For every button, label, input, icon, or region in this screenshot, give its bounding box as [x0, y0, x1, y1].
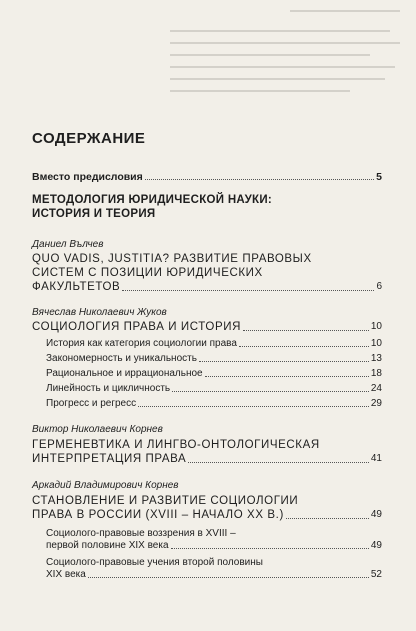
toc-heading: СОДЕРЖАНИЕ: [32, 130, 146, 147]
leader-dots: [243, 330, 369, 331]
subentry-title: История как категория социологии права: [46, 338, 237, 349]
toc-entry-preface[interactable]: [32, 171, 382, 183]
subentry-page: 18: [370, 368, 382, 379]
subentry-title-line: первой половине XIX века: [46, 540, 169, 551]
leader-dots: [171, 548, 369, 549]
entry-title-line: ИНТЕРПРЕТАЦИЯ ПРАВА: [32, 453, 187, 465]
leader-dots: [205, 376, 369, 377]
leader-dots: [239, 346, 369, 347]
entry-title-line: ГЕРМЕНЕВТИКА И ЛИНГВО-ОНТОЛОГИЧЕСКАЯ: [32, 439, 320, 451]
entry-title-line: QUO VADIS, JUSTITIA? РАЗВИТИЕ ПРАВОВЫХ: [32, 253, 312, 265]
subentry-page: 13: [370, 353, 382, 364]
subentry-page: 24: [370, 383, 382, 394]
subentry-title-line: Социолого-правовые учения второй половины: [46, 557, 263, 568]
leader-dots: [88, 577, 369, 578]
entry-title-line: СОЦИОЛОГИЯ ПРАВА И ИСТОРИЯ: [32, 321, 242, 333]
leader-dots: [122, 290, 374, 291]
toc-entry-sociology-russia[interactable]: [32, 494, 382, 522]
entry-author: Аркадий Владимирович Корнев: [32, 480, 179, 491]
subentry-title-line: Социолого-правовые воззрения в XVIII –: [46, 528, 236, 539]
subentry-title: Рациональное и иррациональное: [46, 368, 203, 379]
entry-page: 10: [370, 321, 382, 332]
toc-subentry[interactable]: [46, 353, 382, 365]
leader-dots: [145, 179, 374, 180]
entry-title-line: ФАКУЛЬТЕТОВ: [32, 281, 121, 293]
entry-page: 41: [370, 453, 382, 464]
toc-subentry[interactable]: [46, 338, 382, 350]
leader-dots: [286, 518, 369, 519]
entry-page: 5: [376, 171, 382, 183]
subentry-page: 10: [370, 338, 382, 349]
subentry-page: 29: [370, 398, 382, 409]
entry-title-line: СТАНОВЛЕНИЕ И РАЗВИТИЕ СОЦИОЛОГИИ: [32, 495, 299, 507]
subentry-title-line: XIX века: [46, 569, 86, 580]
subentry-title: Прогресс и регресс: [46, 398, 137, 409]
entry-page: 49: [370, 509, 382, 520]
toc-entry-hermeneutics[interactable]: [32, 438, 382, 466]
subentry-page: 49: [370, 540, 382, 551]
section-line: ИСТОРИЯ И ТЕОРИЯ: [32, 208, 156, 220]
bleed-through-text: [140, 0, 416, 100]
toc-entry-sociology-history[interactable]: [32, 320, 382, 334]
toc-subentry[interactable]: [46, 528, 382, 552]
subentry-title: Закономерность и уникальность: [46, 353, 197, 364]
toc-subentry[interactable]: [46, 383, 382, 395]
entry-author: Виктор Николаевич Корнев: [32, 424, 163, 435]
section-heading-methodology: [32, 193, 382, 221]
entry-title: Вместо предисловия: [32, 171, 143, 183]
entry-author: Даниел Вълчев: [32, 239, 104, 250]
toc-subentry[interactable]: [46, 398, 382, 410]
toc-entry-quo-vadis[interactable]: [32, 252, 382, 294]
entry-title-line: СИСТЕМ С ПОЗИЦИИ ЮРИДИЧЕСКИХ: [32, 267, 263, 279]
subentry-title: Линейность и цикличность: [46, 383, 171, 394]
leader-dots: [138, 406, 369, 407]
toc-subentry[interactable]: [46, 368, 382, 380]
toc-subentry[interactable]: [46, 557, 382, 581]
section-line: МЕТОДОЛОГИЯ ЮРИДИЧЕСКОЙ НАУКИ:: [32, 194, 273, 206]
entry-page: 6: [376, 281, 382, 292]
entry-author: Вячеслав Николаевич Жуков: [32, 307, 167, 318]
leader-dots: [172, 391, 369, 392]
leader-dots: [199, 361, 369, 362]
entry-title-line: ПРАВА В РОССИИ (XVIII – НАЧАЛО XX В.): [32, 509, 284, 521]
leader-dots: [188, 462, 369, 463]
subentry-page: 52: [370, 569, 382, 580]
